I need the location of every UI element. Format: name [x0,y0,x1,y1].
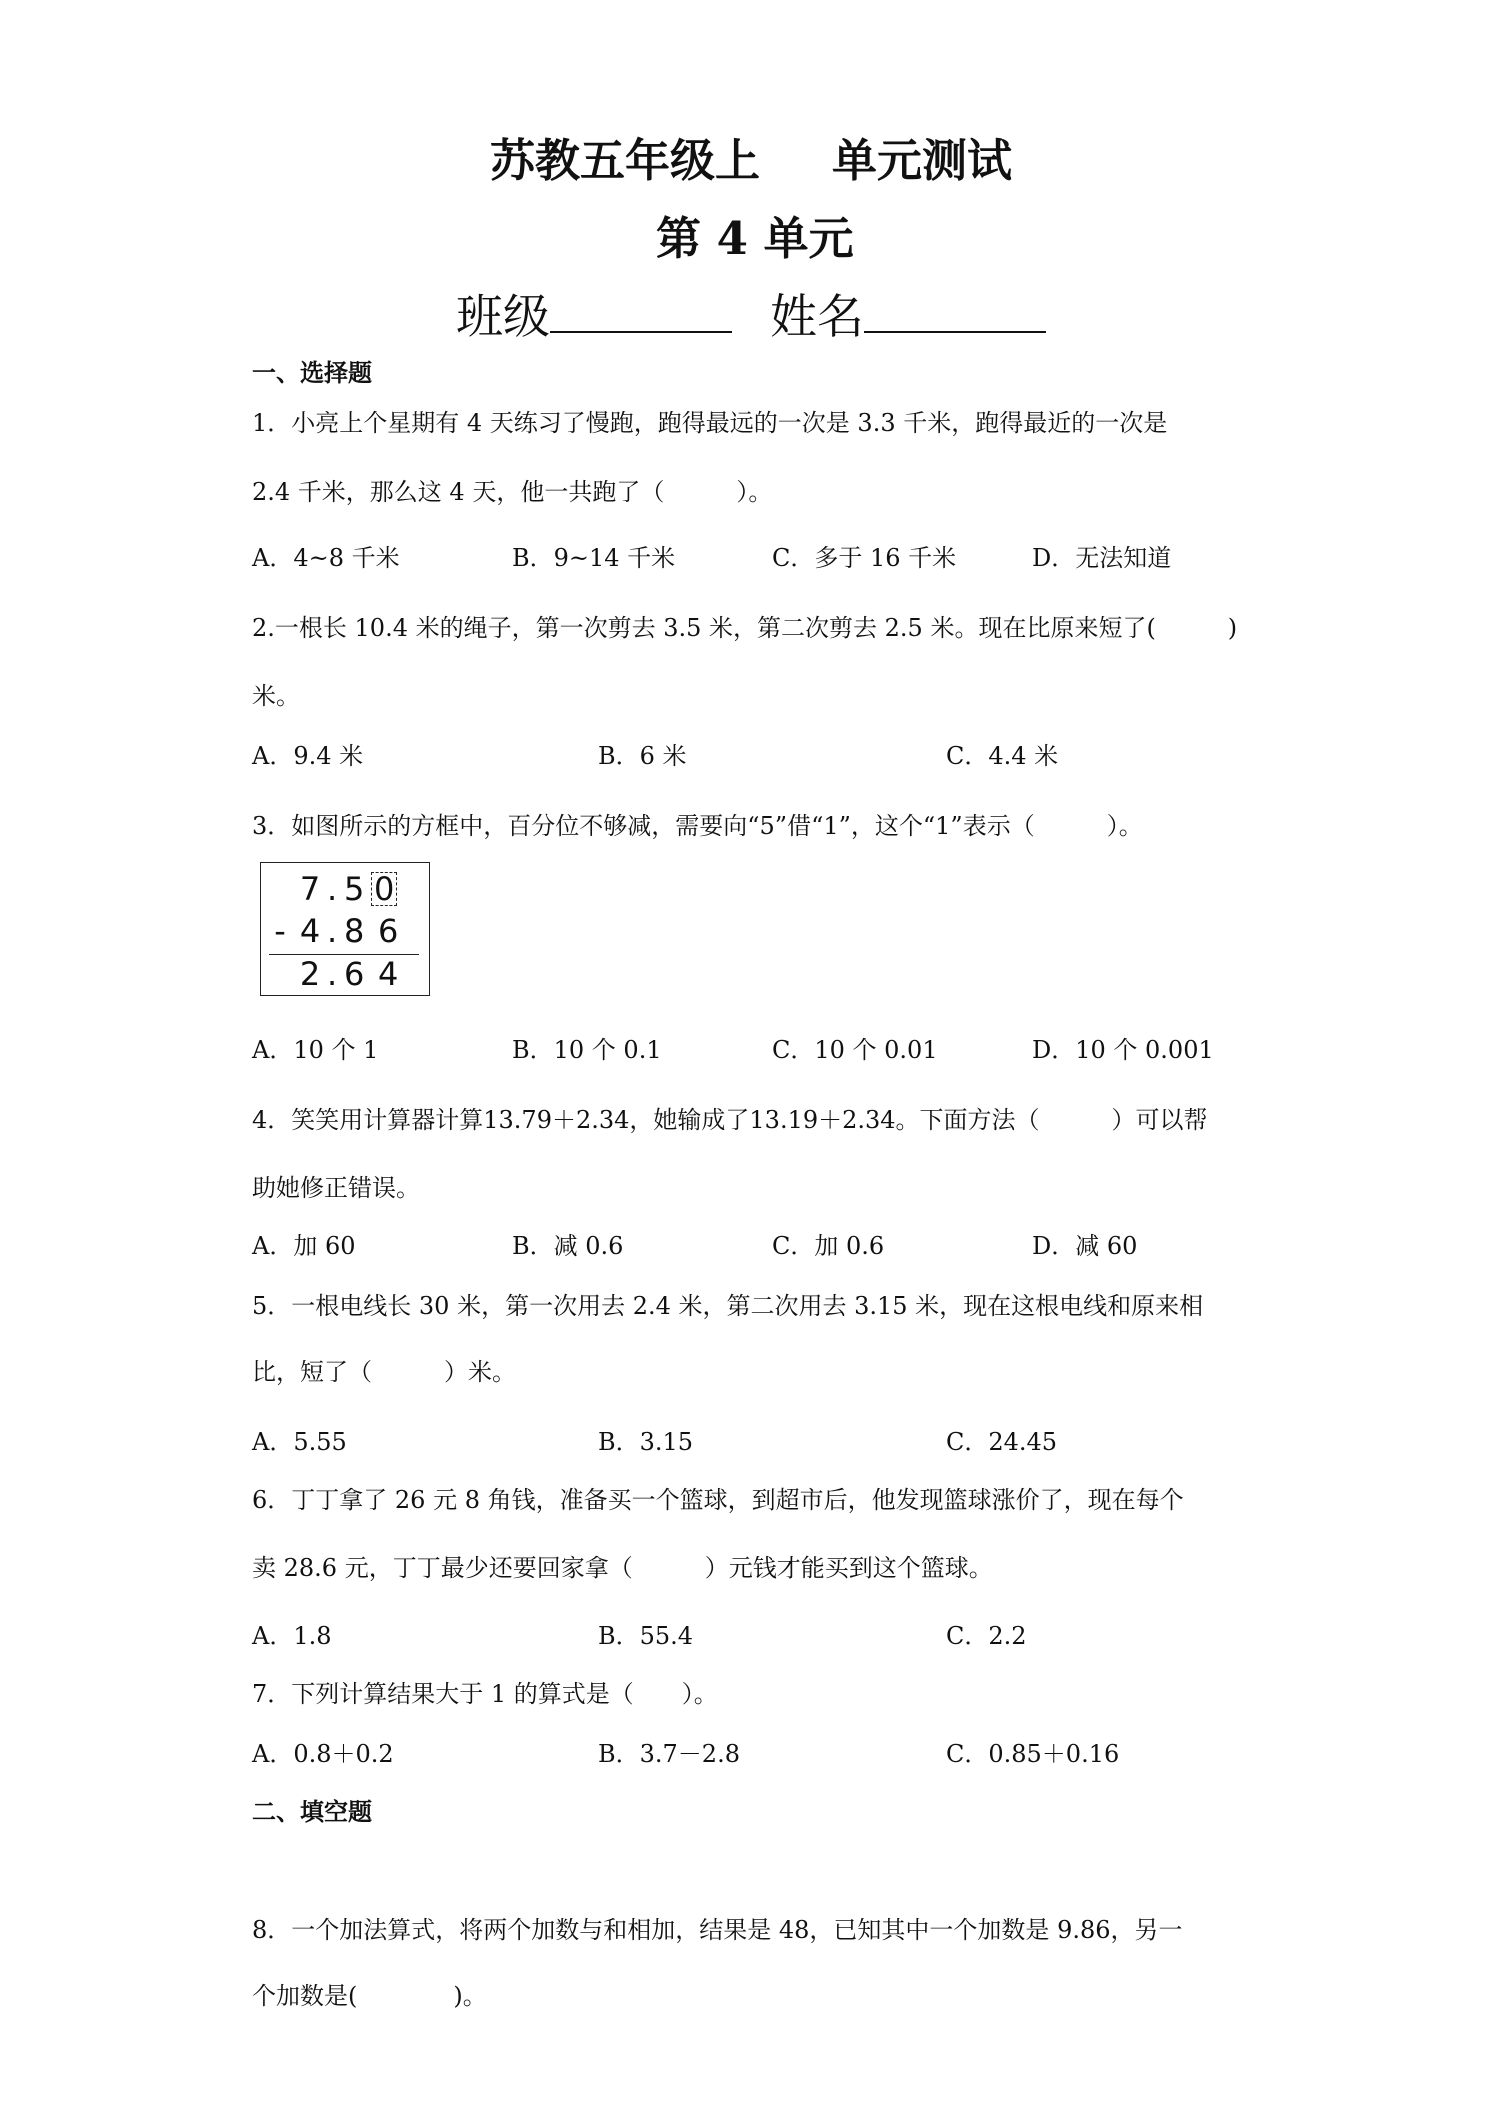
q5-option-a[interactable]: A．5.55 [252,1428,347,1456]
question-8-line-2: 个加数是( )。 [252,1982,487,2010]
title-left: 苏教五年级上 [490,134,761,187]
borrow-box [371,872,397,906]
question-4-line-1: 4．笑笑用计算器计算13.79＋2.34，她输成了13.19＋2.34。下面方法（ ）可以帮 [252,1106,1208,1134]
q7-option-c[interactable]: C．0.85＋0.16 [946,1740,1120,1768]
section-heading-fill: 二、填空题 [252,1797,372,1826]
class-field [456,280,732,347]
q4-option-a[interactable]: A．加 60 [252,1232,356,1260]
minus-sign: - [274,912,286,950]
decimal-point: . [327,870,338,908]
digit: 6 [343,955,365,993]
q1-option-c[interactable]: C．多于 16 千米 [772,544,957,572]
q1-option-a[interactable]: A．4~8 千米 [252,544,400,572]
q4-option-d[interactable]: D．减 60 [1032,1232,1138,1260]
digit: 0 [373,870,395,908]
q5-option-c[interactable]: C．24.45 [946,1428,1058,1456]
question-5-line-2: 比，短了（ ）米。 [252,1358,516,1386]
q3-option-d[interactable]: D．10 个 0.001 [1032,1036,1214,1064]
question-1-line-2: 2.4 千米，那么这 4 天，他一共跑了（ ）。 [252,478,773,506]
q6-option-a[interactable]: A．1.8 [252,1622,332,1650]
decimal-point: . [327,912,338,950]
q4-option-c[interactable]: C．加 0.6 [772,1232,885,1260]
q3-option-a[interactable]: A．10 个 1 [252,1036,379,1064]
question-7-line-1: 7．下列计算结果大于 1 的算式是（ ）。 [252,1680,718,1708]
digit: 4 [377,955,399,993]
q5-option-b[interactable]: B．3.15 [598,1428,694,1456]
q2-option-c[interactable]: C．4.4 米 [946,742,1059,770]
name-label: 姓名 [770,290,864,345]
title-right: 单元测试 [832,134,1013,187]
question-3-line-1: 3．如图所示的方框中，百分位不够减，需要向“5”借“1”，这个“1”表示（ ）。 [252,812,1143,840]
q2-option-b[interactable]: B．6 米 [598,742,687,770]
figure-row-1 [293,869,461,909]
question-6-line-2: 卖 28.6 元，丁丁最少还要回家拿（ ）元钱才能买到这个篮球。 [252,1554,993,1582]
digit: 4 [299,912,321,950]
decimal-point: . [327,955,338,993]
q7-option-b[interactable]: B．3.7－2.8 [598,1740,740,1768]
q1-option-b[interactable]: B．9~14 千米 [512,544,676,572]
q7-option-a[interactable]: A．0.8＋0.2 [252,1740,394,1768]
question-2-line-1: 2.一根长 10.4 米的绳子，第一次剪去 3.5 米，第二次剪去 2.5 米。现在比原来短了( ) [252,614,1238,642]
question-4-line-2: 助她修正错误。 [252,1174,420,1202]
q3-option-c[interactable]: C．10 个 0.01 [772,1036,938,1064]
question-6-line-1: 6．丁丁拿了 26 元 8 角钱，准备买一个篮球，到超市后，他发现篮球涨价了，现在每个 [252,1486,1184,1514]
q2-option-a[interactable]: A．9.4 米 [252,742,364,770]
class-label: 班级 [456,290,550,345]
name-blank[interactable] [864,291,1046,333]
question-5-line-1: 5．一根电线长 30 米，第一次用去 2.4 米，第二次用去 3.15 米，现在这根电线和原来相 [252,1292,1204,1320]
question-8-line-1: 8．一个加法算式，将两个加数与和相加，结果是 48，已知其中一个加数是 9.86，另一 [252,1916,1183,1944]
class-blank[interactable] [550,291,732,333]
q4-option-b[interactable]: B．减 0.6 [512,1232,624,1260]
figure-row-3 [293,954,461,994]
q1-option-d[interactable]: D．无法知道 [1032,544,1172,572]
digit: 2 [299,955,321,993]
subtitle: 第 4 单元 [656,212,854,265]
digit: 6 [377,912,399,950]
digit: 8 [343,912,365,950]
q6-option-b[interactable]: B．55.4 [598,1622,694,1650]
digit: 5 [343,870,365,908]
section-heading-choice: 一、选择题 [252,358,372,387]
subtraction-figure [260,862,430,996]
question-1-line-1: 1．小亮上个星期有 4 天练习了慢跑，跑得最远的一次是 3.3 千米，跑得最近的一次是 [252,409,1168,437]
q3-option-b[interactable]: B．10 个 0.1 [512,1036,662,1064]
figure-row-2 [267,911,435,951]
question-2-line-2: 米。 [252,682,300,710]
q6-option-c[interactable]: C．2.2 [946,1622,1027,1650]
digit: 7 [299,870,321,908]
name-field [770,280,1046,347]
